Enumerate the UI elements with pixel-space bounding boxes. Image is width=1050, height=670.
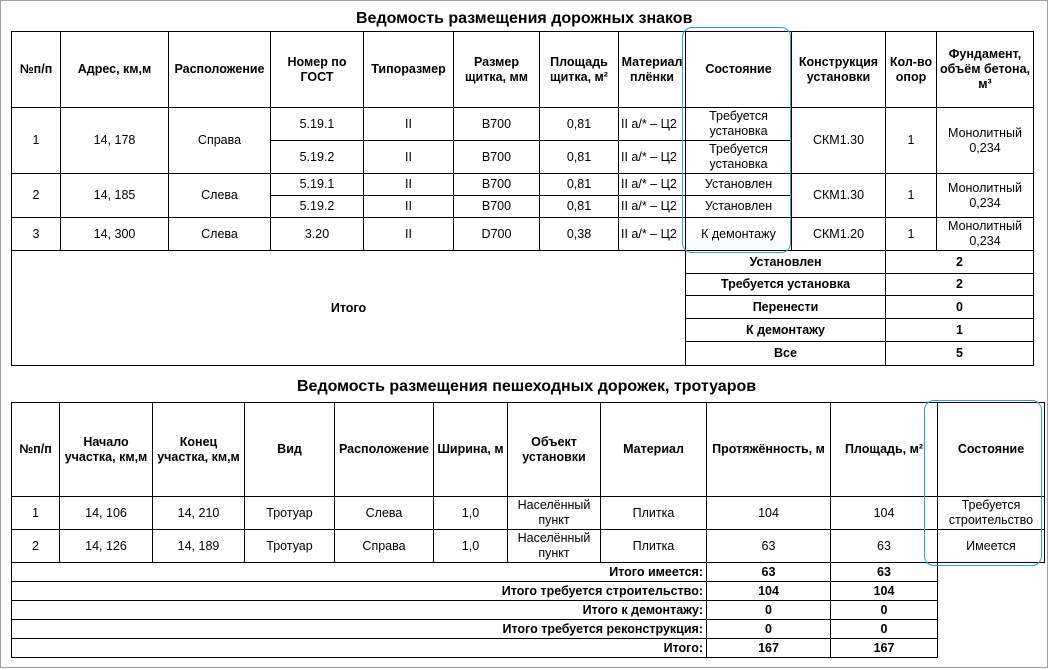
walkway-material: Плитка (601, 530, 707, 563)
walkways-total-length: 104 (707, 582, 831, 601)
table-row (12, 530, 1045, 563)
sign-supports: 1 (886, 108, 937, 174)
walkway-start: 14, 126 (60, 530, 153, 563)
walkway-num: 2 (12, 530, 60, 563)
walkways-total-length: 0 (707, 620, 831, 639)
walkways-total-length: 63 (707, 563, 831, 582)
walkways-total-label: Итого к демонтажу: (12, 601, 707, 620)
sign-size-type: II (364, 196, 454, 218)
sign-area: 0,81 (540, 141, 619, 174)
walkway-material: Плитка (601, 497, 707, 530)
sign-area: 0,81 (540, 108, 619, 141)
sign-state: Требуется установка (686, 108, 792, 141)
walkway-state-highlight (924, 400, 1042, 566)
signs-header-cell: Размер щитка, мм (454, 32, 540, 108)
signs-header-cell: Кол-во опор (886, 32, 937, 108)
signs-table (11, 31, 1034, 366)
walkways-header-cell: Состояние (938, 403, 1045, 497)
sign-gost: 5.19.1 (271, 108, 364, 141)
walkways-table (11, 402, 1045, 658)
state-column-highlight (682, 27, 791, 253)
sign-film: II а/* – Ц2 (619, 218, 686, 251)
walkways-total-area: 167 (831, 639, 938, 658)
signs-total-state: Установлен (686, 251, 886, 274)
sign-state: Установлен (686, 174, 792, 196)
sign-num: 1 (12, 108, 61, 174)
sign-size-type: II (364, 218, 454, 251)
sign-supports: 1 (886, 218, 937, 251)
signs-total-count: 0 (886, 296, 1034, 319)
walkway-length: 104 (707, 497, 831, 530)
table-row (12, 218, 1034, 251)
signs-total-row (12, 251, 1034, 274)
sign-num: 3 (12, 218, 61, 251)
sign-gost: 5.19.2 (271, 196, 364, 218)
walkways-header-cell: Площадь, м² (831, 403, 938, 497)
signs-total-state: К демонтажу (686, 319, 886, 342)
signs-total-count: 2 (886, 274, 1034, 296)
sign-num: 2 (12, 174, 61, 218)
walkways-total-area: 63 (831, 563, 938, 582)
table-row (12, 497, 1045, 530)
walkways-header-cell: Объект установки (508, 403, 601, 497)
walkways-total-label: Итого требуется строительство: (12, 582, 707, 601)
empty-cell (938, 620, 1045, 639)
walkways-total-row (12, 563, 1045, 582)
walkways-total-row (12, 620, 1045, 639)
signs-total-count: 5 (886, 342, 1034, 366)
walkway-object: Населённый пункт (508, 497, 601, 530)
walkway-start: 14, 106 (60, 497, 153, 530)
sign-supports: 1 (886, 174, 937, 218)
sign-film: II а/* – Ц2 (619, 174, 686, 196)
walkway-area: 63 (831, 530, 938, 563)
signs-table-title: Ведомость размещения дорожных знаков (356, 10, 693, 27)
sign-location: Слева (169, 174, 271, 218)
walkway-end: 14, 189 (153, 530, 245, 563)
sign-foundation: Монолитный 0,234 (937, 174, 1034, 218)
empty-cell (938, 601, 1045, 620)
signs-total-count: 1 (886, 319, 1034, 342)
signs-total-state: Все (686, 342, 886, 366)
signs-header-cell: №п/п (12, 32, 61, 108)
walkway-kind: Тротуар (245, 530, 335, 563)
sign-foundation: Монолитный 0,234 (937, 108, 1034, 174)
sign-area: 0,38 (540, 218, 619, 251)
sign-shield-size: B700 (454, 174, 540, 196)
sign-shield-size: B700 (454, 108, 540, 141)
walkways-total-length: 0 (707, 601, 831, 620)
walkways-total-label: Итого имеется: (12, 563, 707, 582)
sign-area: 0,81 (540, 174, 619, 196)
walkway-num: 1 (12, 497, 60, 530)
signs-header-cell: Фундамент, объём бетона, м³ (937, 32, 1034, 108)
walkways-total-area: 0 (831, 620, 938, 639)
sign-film: II а/* – Ц2 (619, 141, 686, 174)
walkways-total-row (12, 601, 1045, 620)
walkway-state: Имеется (938, 530, 1045, 563)
sign-location: Справа (169, 108, 271, 174)
sign-gost: 5.19.1 (271, 174, 364, 196)
walkways-total-label: Итого: (12, 639, 707, 658)
walkways-header-cell: Ширина, м (434, 403, 508, 497)
walkways-total-area: 104 (831, 582, 938, 601)
signs-total-count: 2 (886, 251, 1034, 274)
sign-location: Слева (169, 218, 271, 251)
table-row (12, 108, 1034, 141)
walkways-header-cell: №п/п (12, 403, 60, 497)
sign-address: 14, 185 (61, 174, 169, 218)
sign-state: Установлен (686, 196, 792, 218)
walkway-state: Требуется строительство (938, 497, 1045, 530)
sign-gost: 5.19.2 (271, 141, 364, 174)
sign-foundation: Монолитный 0,234 (937, 218, 1034, 251)
signs-header-row (12, 32, 1034, 108)
walkway-area: 104 (831, 497, 938, 530)
walkways-header-cell: Вид (245, 403, 335, 497)
sign-area: 0,81 (540, 196, 619, 218)
signs-header-cell: Номер по ГОСТ (271, 32, 364, 108)
signs-header-cell: Конструкция установки (792, 32, 886, 108)
signs-header-cell: Материал плёнки (619, 32, 686, 108)
sign-gost: 3.20 (271, 218, 364, 251)
walkways-total-row (12, 582, 1045, 601)
signs-header-cell: Площадь щитка, м² (540, 32, 619, 108)
sign-construction: СКМ1.20 (792, 218, 886, 251)
walkways-header-cell: Протяжённость, м (707, 403, 831, 497)
walkways-header-cell: Начало участка, км,м (60, 403, 153, 497)
walkways-total-length: 167 (707, 639, 831, 658)
walkway-end: 14, 210 (153, 497, 245, 530)
sign-size-type: II (364, 141, 454, 174)
signs-header-cell: Адрес, км,м (61, 32, 169, 108)
walkways-header-row (12, 403, 1045, 497)
sign-address: 14, 178 (61, 108, 169, 174)
walkways-header-cell: Конец участка, км,м (153, 403, 245, 497)
walkway-location: Справа (335, 530, 434, 563)
signs-total-state: Перенести (686, 296, 886, 319)
signs-total-label: Итого (12, 251, 686, 366)
signs-total-state: Требуется установка (686, 274, 886, 296)
walkways-total-label: Итого требуется реконструкция: (12, 620, 707, 639)
walkway-length: 63 (707, 530, 831, 563)
signs-header-cell: Состояние (686, 32, 792, 108)
sign-construction: СКМ1.30 (792, 108, 886, 174)
walkways-header-cell: Материал (601, 403, 707, 497)
walkway-width: 1,0 (434, 497, 508, 530)
walkway-width: 1,0 (434, 530, 508, 563)
walkways-total-area: 0 (831, 601, 938, 620)
signs-header-cell: Типоразмер (364, 32, 454, 108)
sign-film: II а/* – Ц2 (619, 108, 686, 141)
sign-shield-size: D700 (454, 218, 540, 251)
walkway-object: Населённый пункт (508, 530, 601, 563)
sign-shield-size: B700 (454, 141, 540, 174)
sign-film: II а/* – Ц2 (619, 196, 686, 218)
empty-cell (938, 582, 1045, 601)
empty-cell (938, 639, 1045, 658)
table-row (12, 174, 1034, 196)
sign-state: К демонтажу (686, 218, 792, 251)
walkways-table-title: Ведомость размещения пешеходных дорожек, тротуаров (297, 378, 757, 395)
walkway-location: Слева (335, 497, 434, 530)
sign-size-type: II (364, 108, 454, 141)
sign-shield-size: B700 (454, 196, 540, 218)
sign-address: 14, 300 (61, 218, 169, 251)
sign-construction: СКМ1.30 (792, 174, 886, 218)
signs-header-cell: Расположение (169, 32, 271, 108)
walkways-total-row (12, 639, 1045, 658)
walkway-kind: Тротуар (245, 497, 335, 530)
walkways-header-cell: Расположение (335, 403, 434, 497)
sign-state: Требуется установка (686, 141, 792, 174)
sign-size-type: II (364, 174, 454, 196)
